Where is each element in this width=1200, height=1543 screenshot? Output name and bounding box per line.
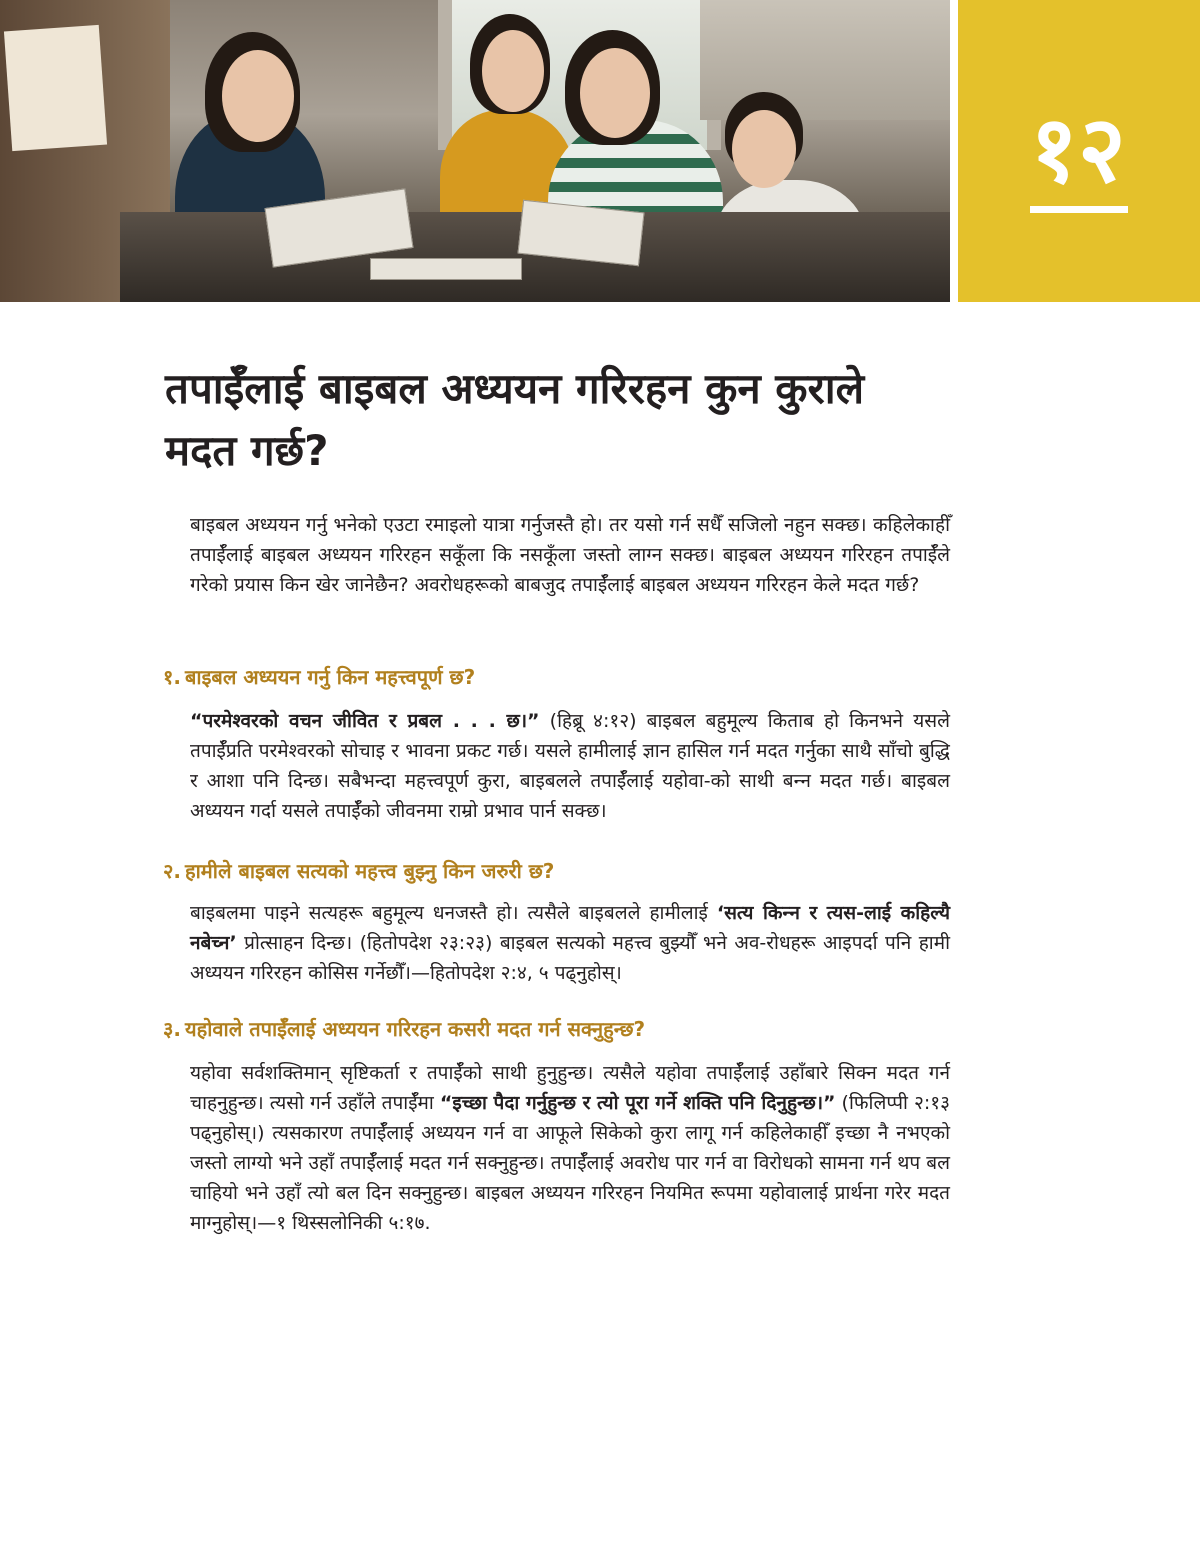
answer-1-quote: “परमेश्‍वरको वचन जीवित र प्रबल . . . छ।”: [190, 710, 540, 732]
photo-child-drawing: [4, 25, 107, 151]
intro-paragraph: बाइबल अध्ययन गर्नु भनेको एउटा रमाइलो यात्रा गर्नुजस्तै हो। तर यसो गर्न सधैँ सजिलो नहुन सक्छ। कहिलेकाहीँ तपाईँलाई बाइबल अध्ययन गरिरहन सकूँला कि नसकूँला जस्तो लाग्न सक्छ। बाइबल अध्ययन गरिरहन तपाईँले गरेको प्रयास किन खेर जानेछैन? अवरोधहरूको बाबजुद तपाईँलाई बाइबल अध्ययन गरिरहन केले मदत गर्छ?: [190, 514, 950, 596]
photo-face-mother: [580, 48, 650, 138]
question-3: [163, 1014, 963, 1044]
chapter-badge: [958, 0, 1200, 302]
photo-face-left: [222, 50, 294, 142]
answer-3-body: (फिलिप्पी २:१३ पढ्नुहोस्।) त्यसकारण तपाईँलाई अध्ययन गर्न वा आफूले सिकेको कुरा लागू गर्न कहिलेकाहीँ इच्छा नै नभएको जस्तो लाग्यो भने उहाँ तपाईँलाई मदत गर्न सक्नुहुन्छ। तपाईँलाई अवरोध पार गर्न वा विरोधको सामना गर्न थप बल चाहियो भने उहाँ त्यो बल दिन सक्नुहुन्छ। बाइबल अध्ययन गरिरहन नियमित रूपमा यहोवालाई प्रार्थना गरेर मदत माग्नुहोस्।—१ थिस्सलोनिकी ५:१७.: [190, 1092, 950, 1234]
answer-3-quote: “इच्छा पैदा गर्नुहुन्छ र त्यो पूरा गर्ने शक्‍ति पनि दिनुहुन्छ।”: [439, 1092, 836, 1114]
lesson-title: तपाईँलाई बाइबल अध्ययन गरिरहन कुन कुराले मदत गर्छ?: [165, 364, 865, 475]
photo-face-girl: [482, 30, 544, 112]
question-2: [163, 856, 963, 886]
answer-3-lead: यहोवा सर्वशक्तिमान् सृष्टिकर्ता र तपाईँको साथी हुनुहुन्छ। त्यसैले यहोवा तपाईँलाई उहाँबारे सिक्न मदत गर्न चाहनुहुन्छ। त्यसो गर्न उहाँले तपाईँमा: [190, 1062, 950, 1114]
question-2-number: २.: [163, 859, 181, 883]
question-1: [163, 662, 963, 692]
question-1-text: बाइबल अध्ययन गर्नु किन महत्त्वपूर्ण छ?: [185, 665, 476, 689]
answer-3: [190, 1058, 950, 1238]
photo-table-book: [370, 258, 522, 280]
answer-2-body: प्रोत्साहन दिन्छ। (हितोपदेश २३:२३) बाइबल सत्यको महत्त्व बुझ्यौँ भने अव-रोधहरू आइपर्दा पनि हामी अध्ययन गरिरहन कोसिस गर्नेछौँ।—हितोपदेश २:४, ५ पढ्नुहोस्।: [190, 932, 950, 984]
question-3-text: यहोवाले तपाईँलाई अध्ययन गरिरहन कसरी मदत गर्न सक्नुहुन्छ?: [185, 1017, 646, 1041]
photo-face-boy: [732, 110, 796, 188]
question-3-number: ३.: [163, 1017, 181, 1041]
answer-1-body: (हिब्रू ४:१२) बाइबल बहुमूल्य किताब हो किनभने यसले तपाईँप्रति परमेश्‍वरको सोचाइ र भावना प्रकट गर्छ। यसले हामीलाई ज्ञान हासिल गर्न मदत गर्नुका साथै साँचो बुद्धि र आशा पनि दिन्छ। सबैभन्दा महत्त्वपूर्ण कुरा, बाइबलले तपाईँलाई यहोवा-को साथी बन्‍न मदत गर्छ। बाइबल अध्ययन गर्दा यसले तपाईँको जीवनमा राम्रो प्रभाव पार्न सक्छ।: [190, 710, 950, 822]
question-2-text: हामीले बाइबल सत्यको महत्त्व बुझ्नु किन जरुरी छ?: [185, 859, 555, 883]
answer-2: [190, 898, 950, 988]
chapter-underline: [1030, 206, 1128, 213]
family-study-photo: [0, 0, 950, 302]
chapter-number: १२: [1030, 96, 1126, 203]
answer-2-lead: बाइबलमा पाइने सत्यहरू बहुमूल्य धनजस्तै हो। त्यसैले बाइबलले हामीलाई: [190, 902, 717, 924]
answer-1: [190, 706, 950, 826]
question-1-number: १.: [163, 665, 181, 689]
answer-2-quote: ‘सत्य किन्‍न र त्यस-लाई कहिल्यै नबेच्‍न’: [190, 902, 950, 954]
